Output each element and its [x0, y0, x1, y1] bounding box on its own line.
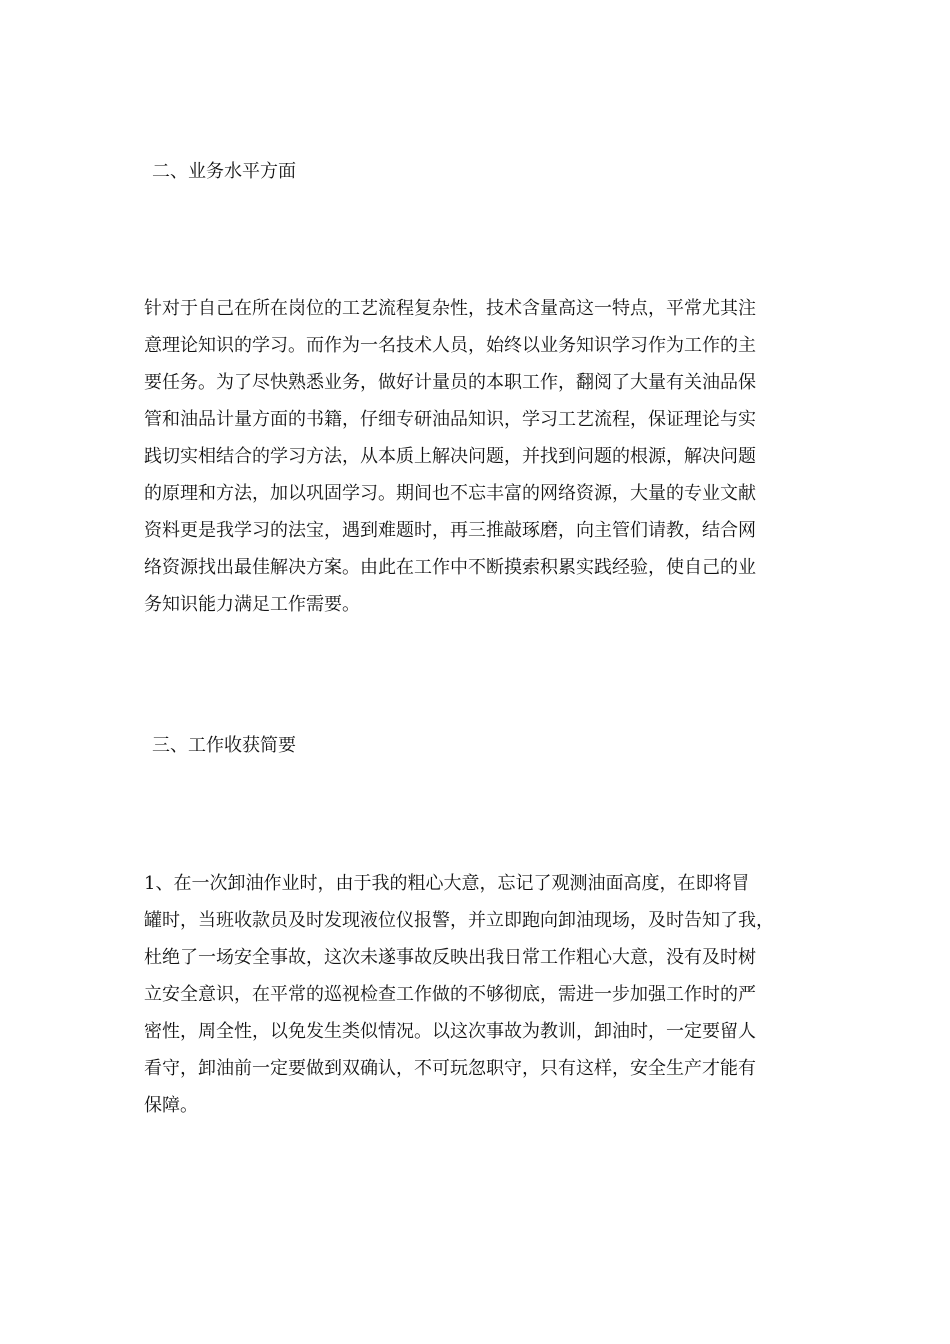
paragraph-line: 1、在一次卸油作业时，由于我的粗心大意，忘记了观测油面高度，在即将冒	[144, 873, 750, 894]
paragraph-line: 络资源找出最佳解决方案。由此在工作中不断摸索积累实践经验，使自己的业	[144, 557, 756, 578]
paragraph-line: 立安全意识，在平常的巡视检查工作做的不够彻底，需进一步加强工作时的严	[144, 984, 756, 1005]
paragraph-line: 资料更是我学习的法宝，遇到难题时，再三推敲琢磨，向主管们请教，结合网	[144, 520, 756, 541]
paragraph-line: 罐时，当班收款员及时发现液位仪报警，并立即跑向卸油现场，及时告知了我，	[144, 910, 774, 931]
paragraph-business-level	[144, 290, 812, 623]
paragraph-line: 针对于自己在所在岗位的工艺流程复杂性，技术含量高这一特点，平常尤其注	[144, 298, 756, 319]
paragraph-line: 管和油品计量方面的书籍，仔细专研油品知识，学习工艺流程，保证理论与实	[144, 409, 756, 430]
paragraph-line: 要任务。为了尽快熟悉业务，做好计量员的本职工作，翻阅了大量有关油品保	[144, 372, 756, 393]
paragraph-line: 密性，周全性，以免发生类似情况。以这次事故为教训，卸油时，一定要留人	[144, 1021, 756, 1042]
section-heading-business-level: 二、业务水平方面	[152, 161, 296, 182]
section-heading-work-gains: 三、工作收获简要	[152, 735, 296, 756]
paragraph-line: 务知识能力满足工作需要。	[144, 594, 360, 615]
paragraph-line: 的原理和方法，加以巩固学习。期间也不忘丰富的网络资源，大量的专业文献	[144, 483, 756, 504]
paragraph-line: 意理论知识的学习。而作为一名技术人员，始终以业务知识学习作为工作的主	[144, 335, 756, 356]
paragraph-line: 杜绝了一场安全事故，这次未遂事故反映出我日常工作粗心大意，没有及时树	[144, 947, 756, 968]
paragraph-work-gains	[144, 865, 812, 1124]
paragraph-line: 保障。	[144, 1095, 198, 1116]
paragraph-line: 看守，卸油前一定要做到双确认，不可玩忽职守，只有这样，安全生产才能有	[144, 1058, 756, 1079]
paragraph-line: 践切实相结合的学习方法，从本质上解决问题，并找到问题的根源，解决问题	[144, 446, 756, 467]
